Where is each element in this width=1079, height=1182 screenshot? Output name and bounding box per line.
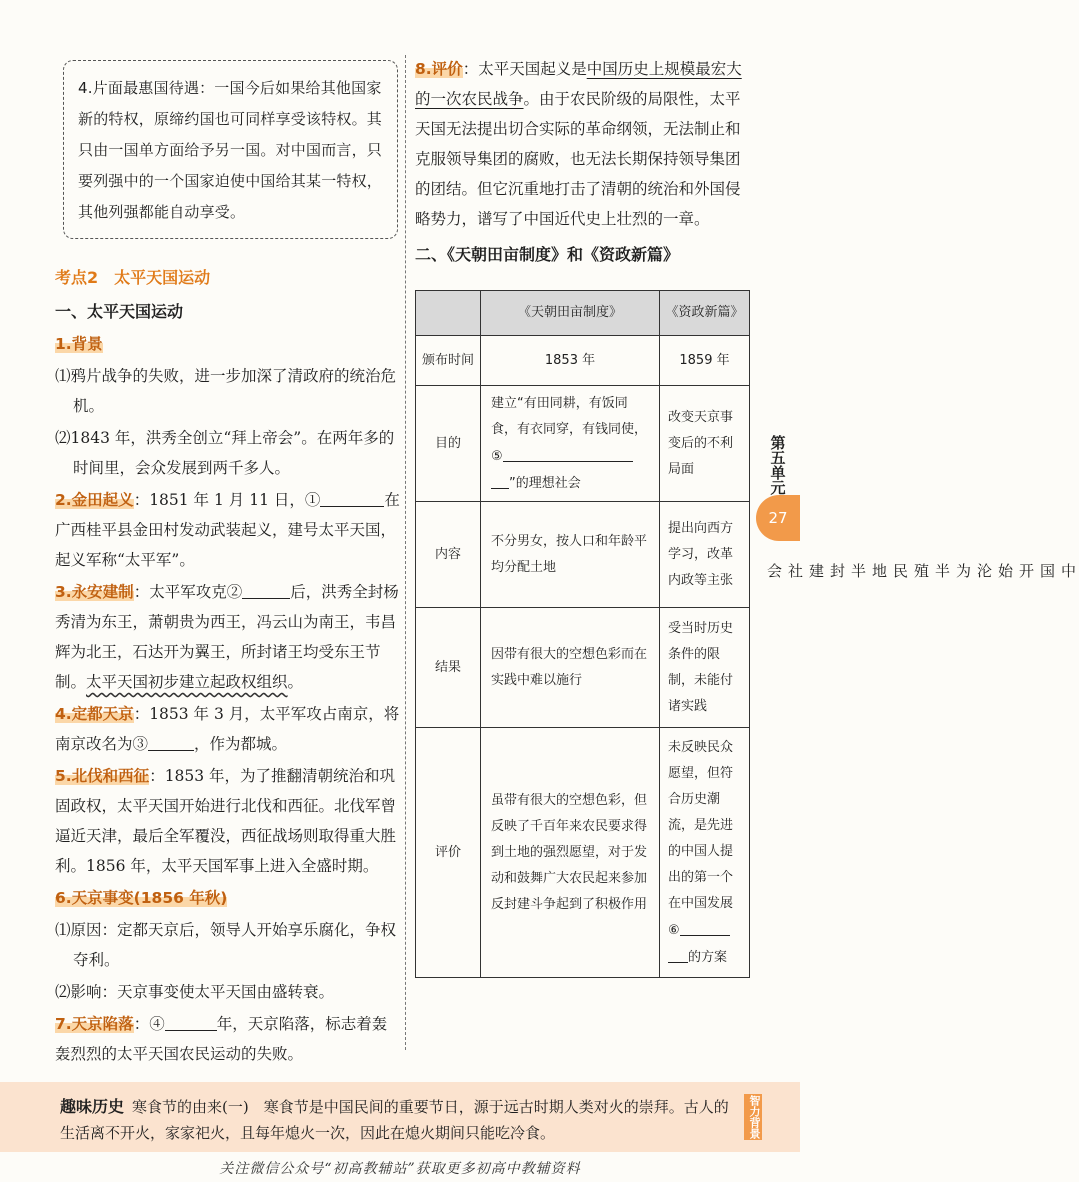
table-row-header: 评价	[416, 728, 481, 978]
column-divider	[405, 55, 406, 1050]
table-cell: 1859 年	[660, 336, 750, 386]
table-title: 二、《天朝田亩制度》和《资政新篇》	[415, 245, 680, 264]
table-row-header: 结果	[416, 608, 481, 728]
table-cell: 改变天京事变后的不利局面	[660, 386, 750, 502]
evaluation-text-after: 。由于农民阶级的局限性，太平天国无法提出切合实际的革命纲领，无法制止和克服领导集团的腐败，也无法长期保持领导集团的团结。但它沉重地打击了清朝的统治和外国侵略势力，谱写了中国近代史上壮烈的一章。	[415, 90, 741, 228]
note-box	[63, 60, 398, 239]
blank-3	[148, 732, 194, 751]
xianluo-label: 7.天京陷落	[55, 1015, 134, 1033]
dingdu-paragraph	[55, 699, 400, 759]
right-column	[415, 52, 750, 270]
blank-6	[680, 917, 730, 936]
evaluation-paragraph	[415, 54, 750, 234]
table-row	[416, 502, 750, 608]
side-tab	[756, 435, 1077, 579]
table-row	[416, 608, 750, 728]
fun-history-text-block	[60, 1094, 730, 1146]
dingdu-label: 4.定都天京	[55, 705, 134, 723]
fun-history-label: 趣味历史	[60, 1097, 125, 1116]
yongan-end: 。	[287, 673, 304, 691]
evaluation-underline: 中国历史上规模最宏大的一次农民战争	[415, 60, 742, 108]
yongan-text-after: 后，洪秀全封杨秀清为东王，萧朝贵为西王，冯云山为南王，韦昌辉为北王，石达开为翼王，所封诸王均受东王节制。	[55, 583, 399, 691]
table-cell: 因带有很大的空想色彩而在实践中难以施行	[481, 608, 660, 728]
jintian-label: 2.金田起义	[55, 491, 134, 509]
left-column	[55, 60, 400, 1071]
table-row	[416, 336, 750, 386]
table-row-header: 颁布时间	[416, 336, 481, 386]
beifa-paragraph	[55, 761, 400, 881]
evaluation-text-before: ：太平天国起义是	[462, 60, 587, 78]
jintian-text-after: 在广西桂平县金田村发动武装起义，建号太平天国，起义军称“太平军”。	[55, 491, 400, 569]
kaodian-title: 考点2 太平天国运动	[55, 268, 211, 287]
beifa-label: 5.北伐和西征	[55, 767, 150, 785]
yongan-text-before: ：太平军攻克②	[133, 583, 243, 601]
background-label: 1.背景	[55, 335, 103, 353]
xianluo-text-before: ：④	[133, 1015, 165, 1033]
beifa-text: ：1853 年，为了推翻清朝统治和巩固政权，太平天国开始进行北伐和西征。北伐军曾逼近天津，最后全军覆没，西征战场则取得重大胜利。1856 年，太平天国军事上进入全盛时期。	[55, 767, 397, 875]
evaluation-label: 8.评价	[415, 60, 463, 78]
xianluo-paragraph	[55, 1009, 400, 1069]
yongan-label: 3.永安建制	[55, 583, 134, 601]
tianjing-item-2: ⑵影响：天京事变使太平天国由盛转衰。	[55, 983, 335, 1001]
table-row	[416, 386, 750, 502]
section-title: 一、太平天国运动	[55, 302, 184, 321]
blank-2	[242, 580, 290, 599]
tianjing-label: 6.天京事变(1856 年秋)	[55, 889, 228, 907]
purpose-text-before: 建立“有田同耕，有饭同食，有衣同穿，有钱同使，⑤	[491, 395, 648, 464]
table-cell	[481, 386, 660, 502]
xianluo-text-after: 年，天京陷落，标志着轰轰烈烈的太平天国农民运动的失败。	[55, 1015, 388, 1063]
background-item-1: ⑴鸦片战争的失败，进一步加深了清政府的统治危机。	[55, 367, 397, 415]
table-col-header-2: 《资政新篇》	[660, 291, 750, 336]
footer-note: 关注微信公众号“初高教辅站”获取更多初高中教辅资料	[219, 1161, 581, 1177]
table-cell: 受当时历史条件的限制，未能付诸实践	[660, 608, 750, 728]
table-row	[416, 728, 750, 978]
table-cell	[660, 728, 750, 978]
background-item-2: ⑵1843 年，洪秀全创立“拜上帝会”。在两年多的时间里，会众发展到两千多人。	[55, 429, 395, 477]
table-corner	[416, 291, 481, 336]
jintian-text-before: ：1851 年 1 月 11 日，①	[133, 491, 321, 509]
table-cell: 提出向西方学习，改革内政等主张	[660, 502, 750, 608]
blank-6-cont	[668, 944, 688, 963]
fun-history-box	[0, 1082, 800, 1152]
jintian-paragraph	[55, 485, 400, 575]
fun-history-text: 寒食节的由来(一) 寒食节是中国民间的重要节日，源于远古时期人类对火的崇拜。古人的生活离不开火，家家祀火，且每年熄火一次，因此在熄火期间只能吃冷食。	[60, 1098, 729, 1142]
unit-label: 第五单元	[768, 435, 787, 495]
page-number: 27	[756, 495, 800, 541]
table-row-header: 目的	[416, 386, 481, 502]
comparison-table	[415, 290, 750, 978]
blank-4	[165, 1012, 217, 1031]
blank-1	[320, 488, 384, 507]
table-cell: 不分男女，按人口和年龄平均分配土地	[481, 502, 660, 608]
evaluation-cell-after: 的方案	[688, 949, 728, 965]
fun-history-badge: 智力背景	[744, 1094, 762, 1140]
table-cell: 1853 年	[481, 336, 660, 386]
table-header-row	[416, 291, 750, 336]
dingdu-text-before: ：1853 年 3 月，太平军攻占南京，将南京改名为③	[55, 705, 400, 753]
tianjing-item-1: ⑴原因：定都天京后，领导人开始享乐腐化，争权夺利。	[55, 921, 397, 969]
table-row-header: 内容	[416, 502, 481, 608]
table-cell: 虽带有很大的空想色彩，但反映了千百年来农民要求得到土地的强烈愿望，对于发动和鼓舞广大农民起来参加反封建斗争起到了积极作用	[481, 728, 660, 978]
yongan-paragraph	[55, 577, 400, 697]
note-text: 4.片面最惠国待遇：一国今后如果给其他国家新的特权，原缔约国也可同样享受该特权。其只由一国单方面给予另一国。对中国而言，只要列强中的一个国家迫使中国给其某一特权，其他列强都能自动享受。	[78, 79, 383, 221]
dingdu-text-after: ，作为都城。	[194, 735, 288, 753]
yongan-wavy-text: 太平天国初步建立起政权组织	[86, 673, 288, 691]
table-col-header-1: 《天朝田亩制度》	[481, 291, 660, 336]
purpose-text-after: ”的理想社会	[509, 475, 581, 491]
blank-5	[503, 443, 633, 462]
evaluation-cell-before: 未反映民众愿望，但符合历史潮流，是先进的中国人提出的第一个在中国发展⑥	[668, 739, 734, 938]
chapter-title: 中国开始沦为半殖民地半封建社会	[765, 563, 1077, 579]
blank-5-cont	[491, 470, 509, 489]
